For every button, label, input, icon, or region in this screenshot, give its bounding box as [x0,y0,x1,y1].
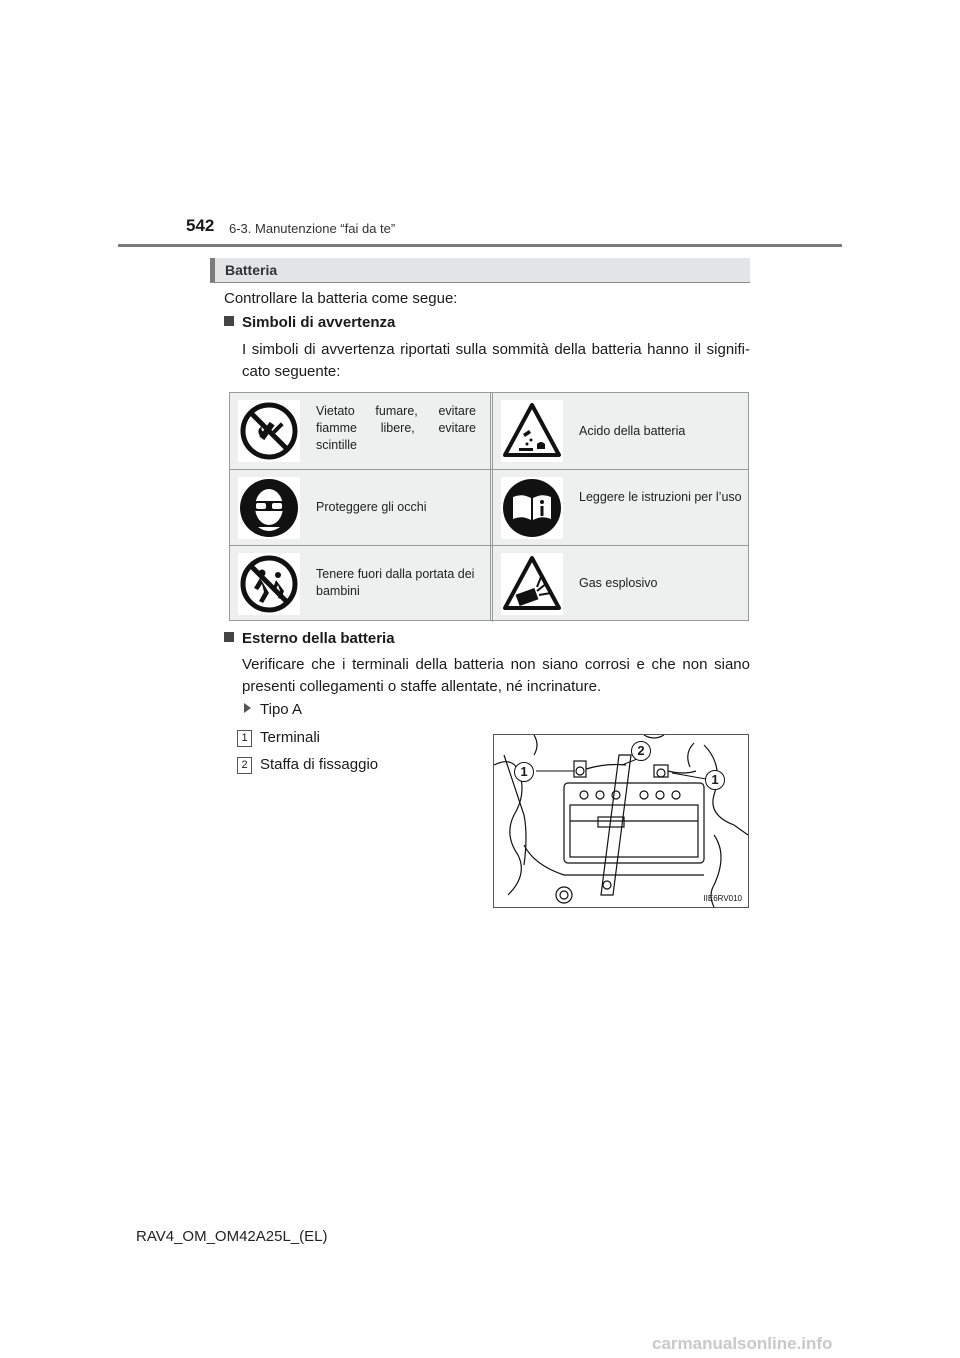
warning-symbols-heading [224,314,395,331]
section-heading [210,258,750,283]
symbol-label: Acido della batteria [579,424,686,438]
square-bullet-icon [224,316,234,326]
warning-symbols-text: I simboli di avvertenza riportati sulla sommità della batteria hanno il signifi- cato seguente: [242,341,750,380]
battery-illustration [493,734,749,908]
symbol-cell [230,393,490,469]
exterior-heading [224,630,395,647]
callout-1-terminal: 1 [705,770,725,790]
figure-code: IIE6RV010 [703,894,742,903]
battery-acid-icon [501,400,563,462]
section-path: 6-3. Manutenzione “fai da te” [229,221,396,236]
legend-label: Terminali [260,729,321,746]
warning-symbols-title: Simboli di avvertenza [242,314,396,331]
legend-number: 2 [237,757,252,774]
symbol-label: Gas esplosivo [579,576,658,590]
symbol-cell [492,393,749,469]
table-divider [490,393,491,620]
callout-2-bracket: 2 [631,741,651,761]
symbol-row [230,545,748,622]
legend-number: 1 [237,730,252,747]
eye-protection-icon [238,477,300,539]
keep-children-away-icon [238,553,300,615]
no-smoking-icon [238,400,300,462]
symbol-cell [492,546,749,622]
symbol-row [230,393,748,469]
warning-symbols-table [229,392,749,621]
triangle-bullet-icon [244,703,251,713]
heading-bar [210,258,215,282]
symbol-cell [492,470,749,546]
symbol-label: Proteggere gli occhi [316,500,427,514]
section-heading-label: Batteria [225,262,278,278]
symbol-cell [230,470,490,546]
legend-item [237,756,378,774]
symbol-label: Vietato fumare, evitare fiamme libere, evitare scintille [316,404,476,452]
symbol-label: Leggere le istruzioni per l’uso [579,490,742,504]
page-number: 542 [186,216,215,235]
legend-label: Staffa di fissaggio [260,756,379,773]
intro-text: Controllare la batteria come segue: [224,290,458,307]
exterior-title: Esterno della batteria [242,630,395,647]
footer-document-code: RAV4_OM_OM42A25L_(EL) [136,1228,328,1245]
battery-drawing [494,735,748,907]
symbol-cell [230,546,490,622]
symbol-row [230,469,748,546]
symbol-label: Tenere fuori dalla portata dei bambini [316,567,475,598]
exterior-text: Verificare che i terminali della batteria non siano corrosi e che non siano presenti collegamenti o staffe allentate, né incrinature. [242,656,750,695]
type-label [244,701,302,718]
type-label-text: Tipo A [260,701,302,718]
legend-item [237,729,320,747]
header-rule [118,244,842,247]
explosive-gas-icon [501,553,563,615]
callout-1-terminal: 1 [514,762,534,782]
read-manual-icon [501,477,563,539]
watermark: carmanualsonline.info [652,1334,833,1353]
square-bullet-icon [224,632,234,642]
